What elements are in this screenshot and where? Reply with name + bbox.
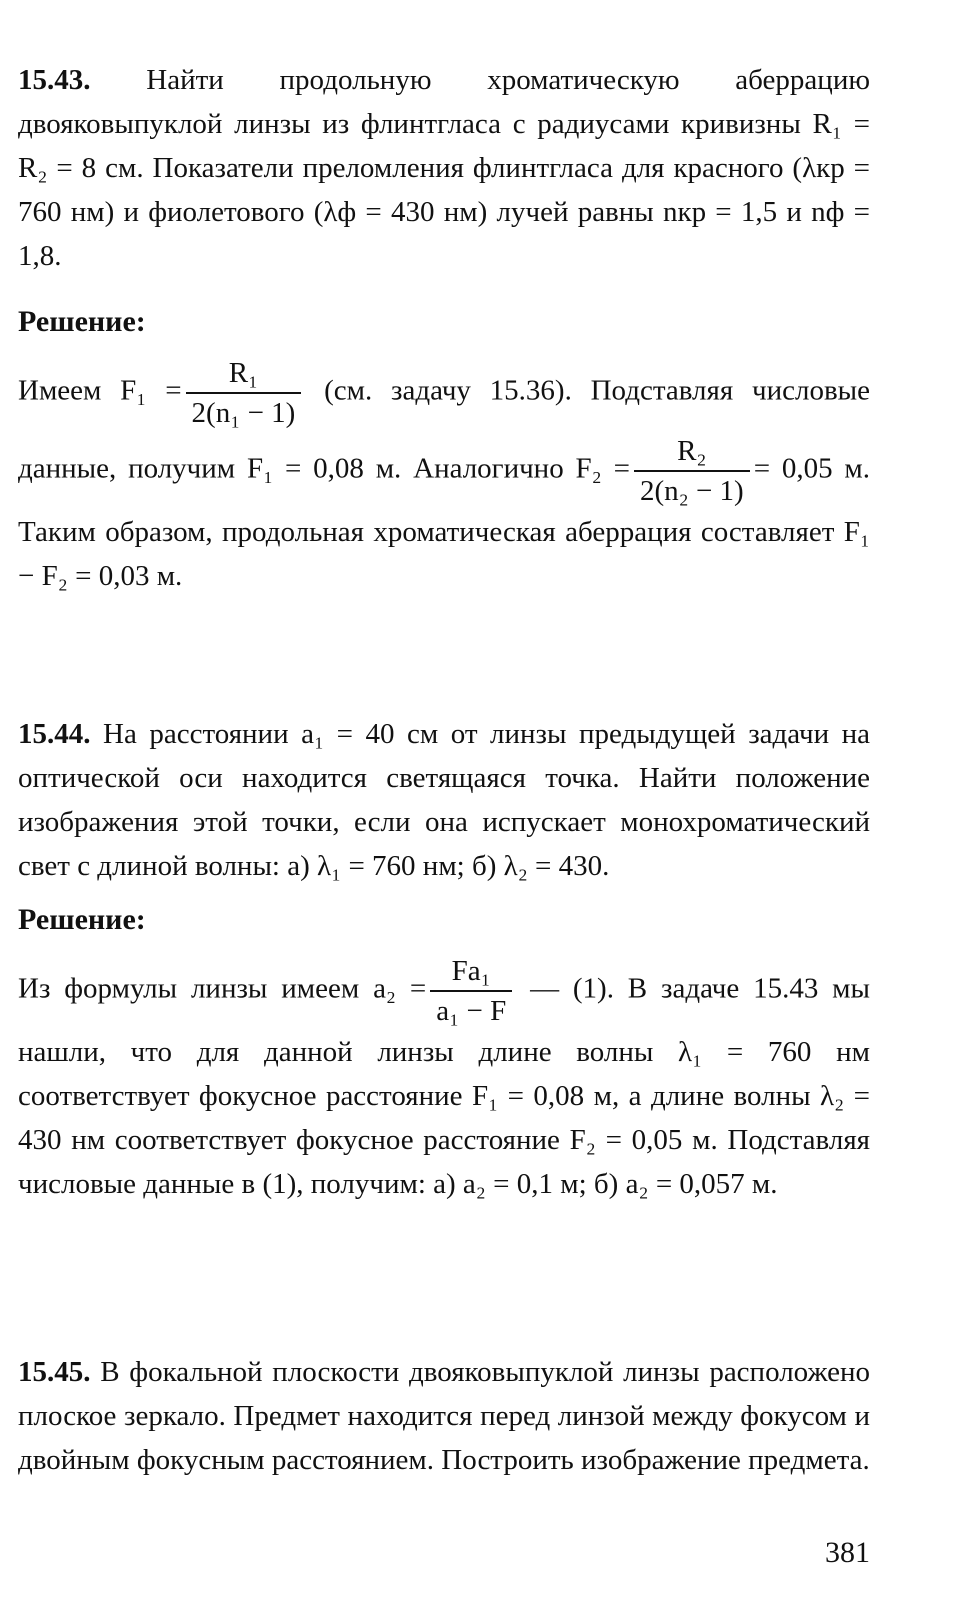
problem-text: На расстоянии a₁ = 40 см от линзы предыдущей задачи на оптической оси находится светящаяся точка. Найти положение изображения этой точки, если она испускает монохроматический свет с длиной волны: а) λ₁ = 760 нм; б) λ₂ = 430. (18, 718, 870, 882)
formula-f2-fraction (634, 432, 750, 510)
formula-f2-lhs: F₂ = (575, 452, 630, 485)
problem-15-45 (18, 1350, 870, 1482)
solution-text: Аналогично (413, 452, 564, 485)
problem-text-part: Найти продольную хроматическую аберрацию двояковыпуклой линзы из флинтгласа с радиусами кривизны (18, 64, 870, 140)
problem-number: 15.44. (18, 718, 91, 750)
formula-a2-fraction (430, 952, 512, 1030)
formula-f1-value: F₁ = 0,08 м. (246, 452, 402, 485)
solution-text: — (1). В задаче 15.43 мы нашли, что для данной линзы длине волны λ₁ = 760 нм соответствует фокусное расстояние F₁ = 0,08 м, а длине волны λ₂ = 430 нм соответствует фокусное расстояние F₂ = 0,05 м. Подставляя числовые данные в (1), получим: а) a₂ = 0,1 м; б) a₂ = 0,057 м. (18, 972, 871, 1200)
solution-15-43-text (18, 354, 870, 598)
fraction-numerator: Fa₁ (451, 955, 491, 987)
page-number: 381 (825, 1536, 870, 1569)
problem-number: 15.43. (18, 64, 91, 96)
problem-15-44-text (18, 712, 870, 888)
radius-equation: R₁ = R₂ = 8 см. (18, 108, 870, 184)
solution-15-43 (18, 300, 870, 598)
problem-15-45-text (18, 1350, 870, 1482)
solution-15-44 (18, 898, 870, 1206)
formula-f2-value: = 0,05 м. (753, 452, 871, 485)
formula-f1-lhs: F₁ = (120, 374, 182, 407)
problem-15-44 (18, 712, 870, 888)
formula-f1-fraction (186, 354, 302, 432)
solution-text: Из формулы линзы имеем (18, 972, 360, 1005)
solution-text: (см. задачу 15.36). Подставляя числовые данные, получим (18, 374, 870, 485)
solution-15-44-text (18, 952, 870, 1206)
solution-text: Таким образом, продольная хроматическая аберрация составляет (18, 516, 835, 548)
solution-text: Имеем (18, 374, 102, 407)
fraction-numerator: R₂ (677, 435, 707, 467)
problem-text: В фокальной плоскости двояковыпуклой линзы расположено плоское зеркало. Предмет находится перед линзой между фокусом и двойным фокусным расстоянием. Построить изображение предмета. (18, 1356, 870, 1476)
aberration-result: F₁ − F₂ = 0,03 м. (18, 516, 870, 592)
fraction-denominator: 2(n₁ − 1) (186, 392, 302, 432)
fraction-numerator: R₁ (228, 357, 259, 389)
problem-number: 15.45. (18, 1356, 91, 1388)
formula-a2-lhs: a₂ = (373, 972, 427, 1005)
fraction-denominator: 2(n₂ − 1) (634, 470, 750, 510)
solution-heading: Решение: (18, 305, 146, 338)
problem-15-43 (18, 58, 870, 278)
solution-heading: Решение: (18, 903, 146, 936)
problem-15-43-text (18, 58, 870, 278)
problem-text-part: Показатели преломления флинтгласа для красного (λкр = 760 нм) и фиолетового (λф = 430 нм) лучей равны nкр = 1,5 и nф = 1,8. (18, 152, 871, 272)
fraction-denominator: a₁ − F (430, 990, 512, 1030)
